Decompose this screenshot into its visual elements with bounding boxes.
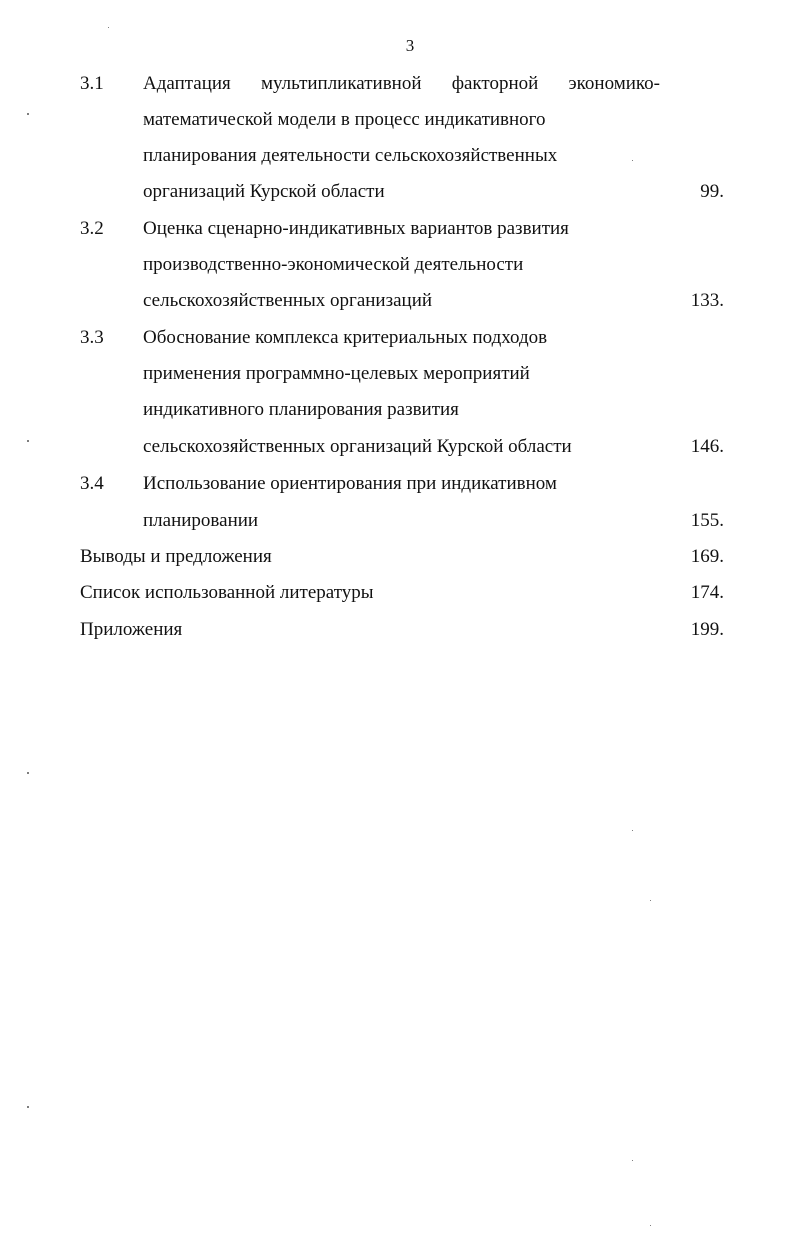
toc-plain-entry-page: 174.	[690, 582, 724, 603]
scan-speck	[27, 772, 29, 774]
scan-speck	[108, 27, 109, 28]
toc-entry-title-line: организаций Курской области	[143, 181, 385, 202]
toc-entry-title-line: планирования деятельности сельскохозяйственных	[143, 145, 558, 166]
toc-entry-title-line: сельскохозяйственных организаций Курской области	[143, 436, 572, 457]
scan-speck	[27, 113, 29, 115]
page-number: 3	[405, 36, 415, 55]
toc-entry-page: 155.	[690, 510, 724, 531]
scan-speck	[632, 830, 633, 831]
toc-entry-title-line: планировании	[143, 510, 259, 531]
toc-plain-entry-title: Приложения	[80, 619, 183, 640]
toc-entry-title-line: применения программно-целевых мероприятий	[143, 363, 530, 384]
toc-entry-title-line: Адаптация мультипликативной факторной экономико-	[143, 73, 660, 94]
scan-speck	[27, 1106, 29, 1108]
scan-speck	[650, 1225, 651, 1226]
toc-entry-title-line: Оценка сценарно-индикативных вариантов развития	[143, 218, 569, 239]
scan-speck	[650, 900, 651, 901]
toc-entry-title-line: математической модели в процесс индикативного	[143, 109, 546, 130]
toc-entry-page: 99.	[700, 181, 724, 202]
toc-plain-entry-page: 169.	[690, 546, 724, 567]
toc-entry-page: 133.	[690, 290, 724, 311]
toc-entry-page: 146.	[690, 436, 724, 457]
toc-entry-number: 3.2	[80, 218, 104, 239]
toc-plain-entry-page: 199.	[690, 619, 724, 640]
scan-speck	[632, 1160, 633, 1161]
toc-plain-entry-title: Список использованной литературы	[80, 582, 374, 603]
toc-entry-title-line: сельскохозяйственных организаций	[143, 290, 433, 311]
toc-entry-number: 3.1	[80, 73, 104, 94]
toc-entry-title-line: индикативного планирования развития	[143, 399, 459, 420]
scan-speck	[632, 160, 633, 161]
toc-entry-title-line: производственно-экономической деятельности	[143, 254, 524, 275]
toc-entry-number: 3.3	[80, 327, 104, 348]
toc-entry-number: 3.4	[80, 473, 104, 494]
toc-entry-title-line: Обоснование комплекса критериальных подходов	[143, 327, 548, 348]
scan-speck	[27, 440, 29, 442]
toc-plain-entry-title: Выводы и предложения	[80, 546, 272, 567]
toc-entry-title-line: Использование ориентирования при индикативном	[143, 473, 557, 494]
